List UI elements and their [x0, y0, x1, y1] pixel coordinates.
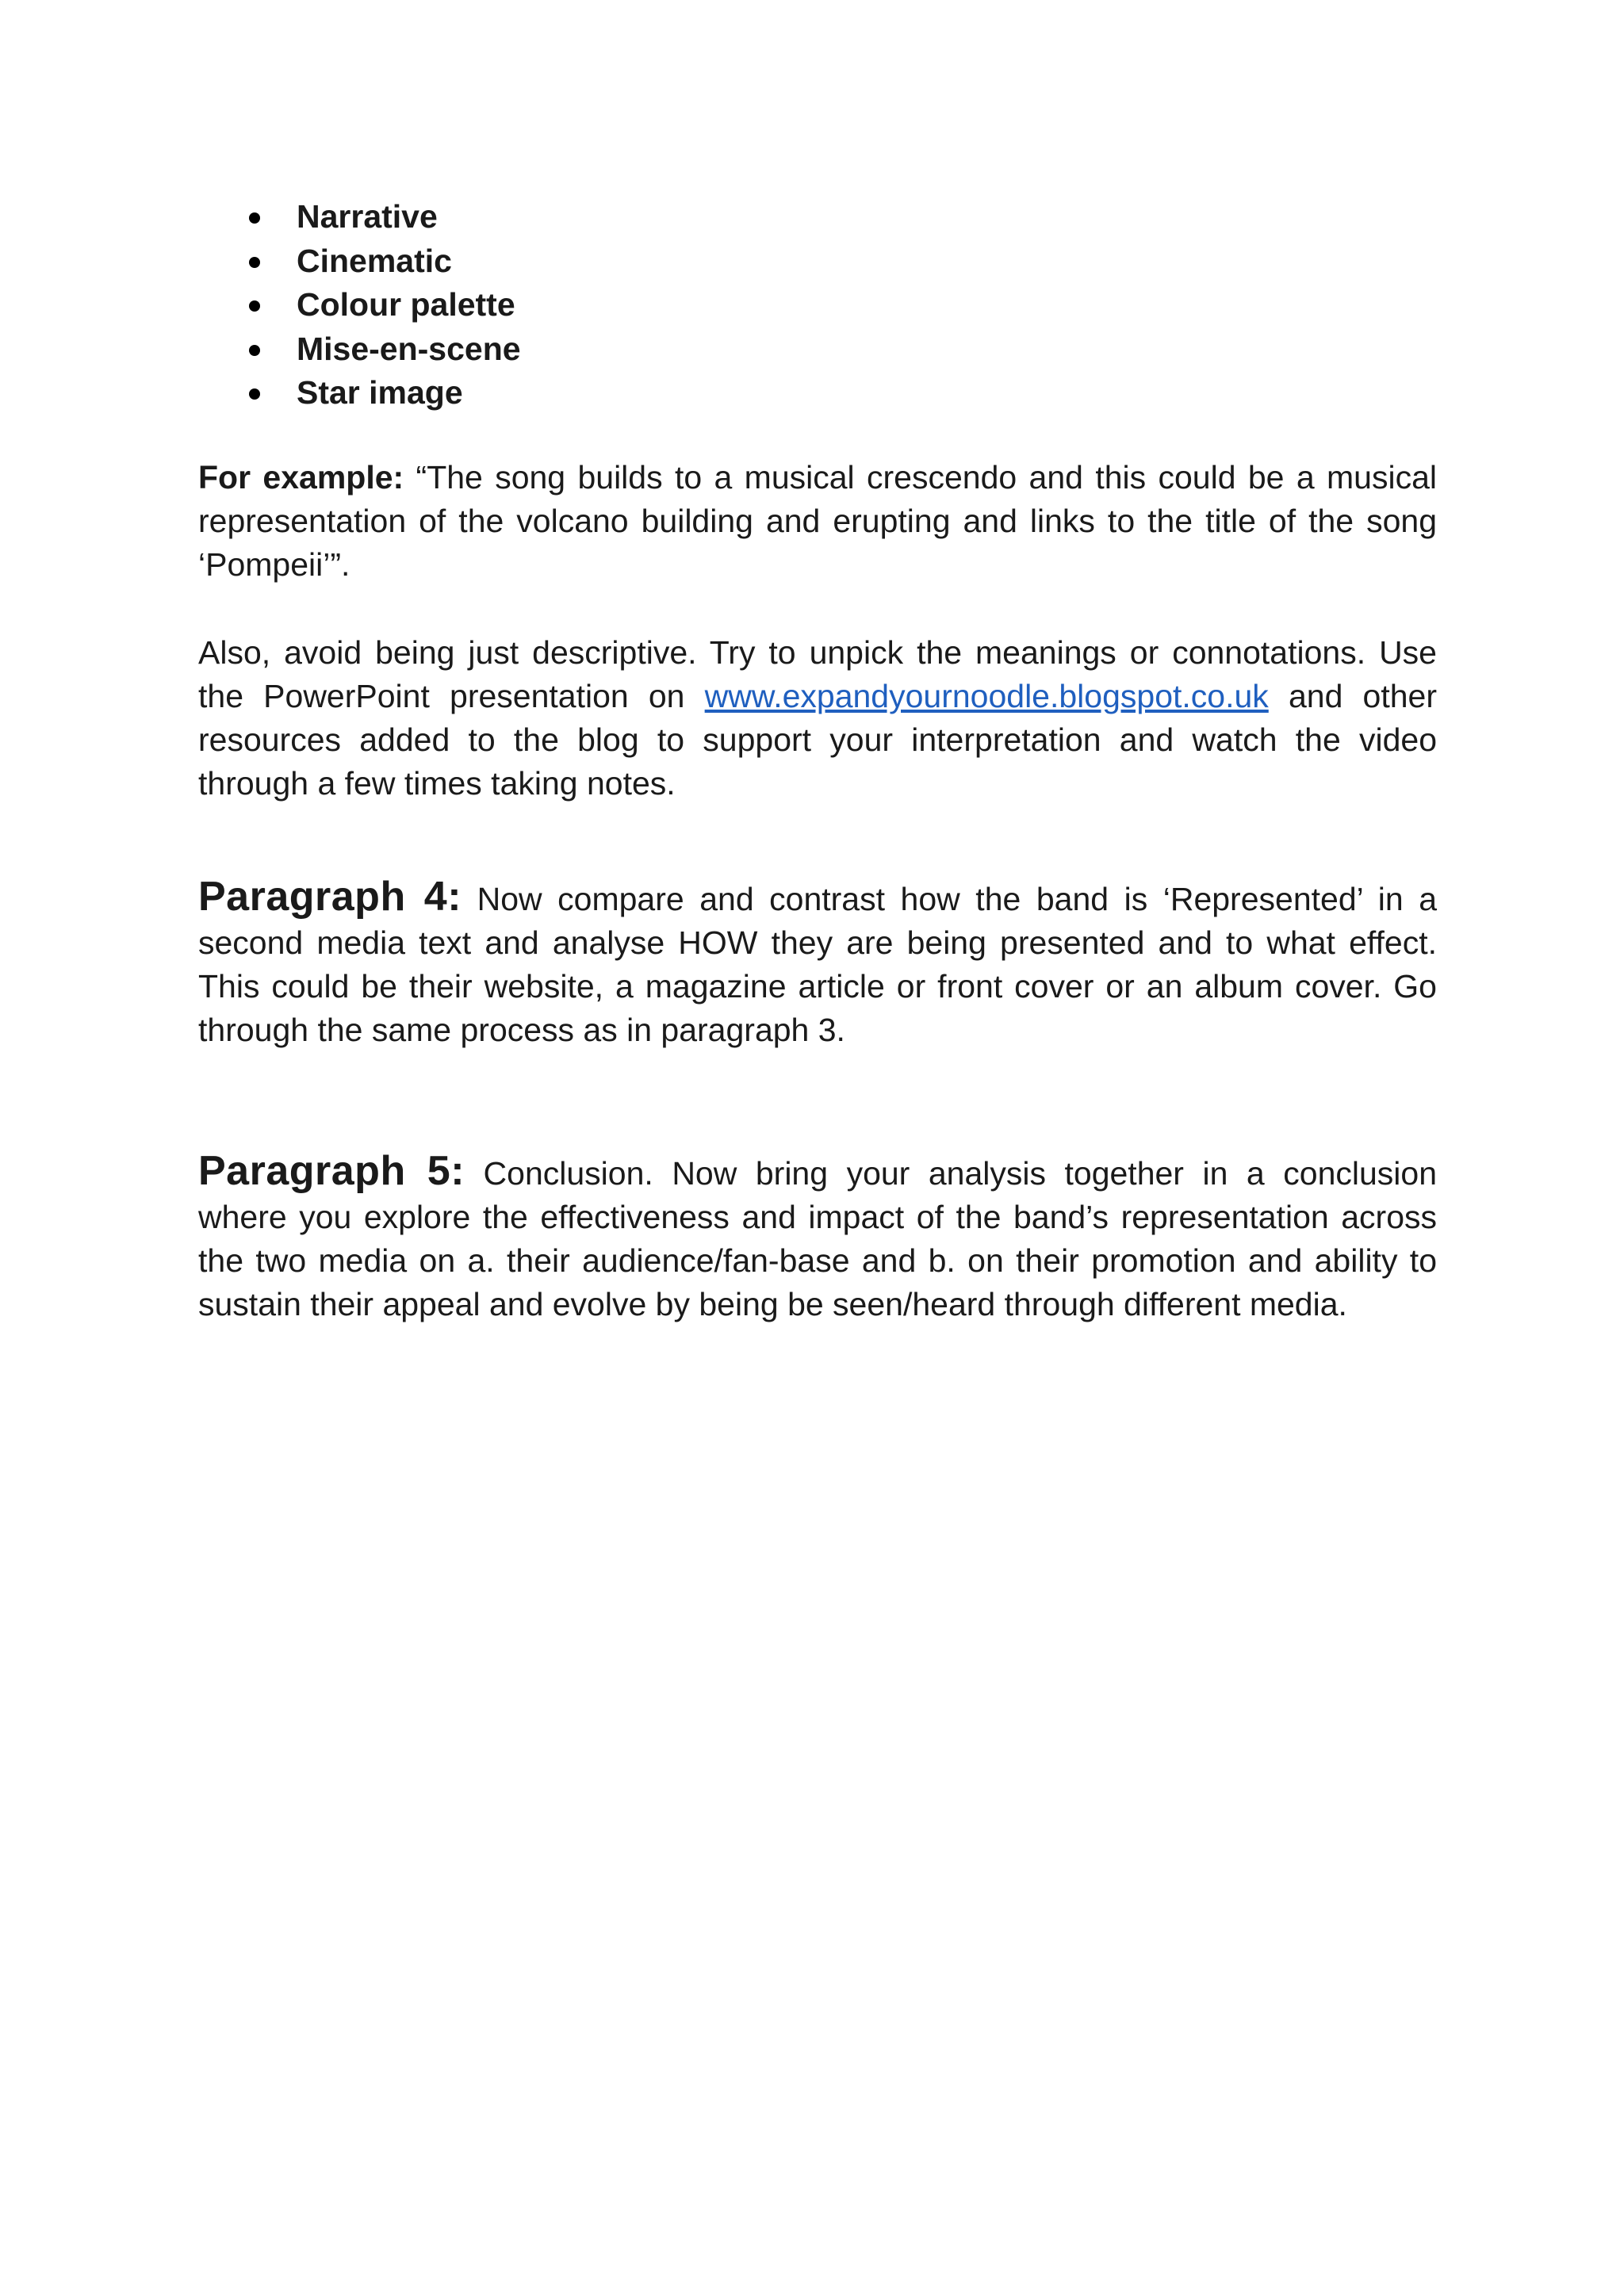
guidance-paragraph: [198, 631, 1437, 806]
list-item: [198, 239, 521, 284]
paragraph-5-text: Conclusion. Now bring your analysis together in a conclusion where you explore the effectiveness and impact of the band’s representation across the two media on a. their audience/fan-base and b. on their promotion and ability to sustain their appeal and evolve by being be seen/heard through different media.: [198, 1155, 1437, 1322]
bullet-icon: [249, 257, 260, 268]
bullet-icon: [249, 300, 260, 312]
bullet-text: Star image: [297, 374, 463, 411]
paragraph-4-text: Now compare and contrast how the band is ‘Represented’ in a second media text and analyse HOW they are being presented and to what effect. This could be their website, a magazine article or front cover or an album cover. Go through the same process as in paragraph 3.: [198, 881, 1438, 1048]
bullet-text: Mise-en-scene: [297, 330, 521, 367]
example-paragraph: [198, 456, 1437, 587]
bullet-icon: [249, 388, 260, 400]
list-item: [198, 327, 521, 372]
list-item: [198, 195, 521, 239]
bullet-text: Narrative: [297, 198, 438, 235]
paragraph-4: [198, 875, 1437, 1052]
guidance-text-after: and other resources added to the blog to support your interpretation and watch the video through a few times taking notes.: [198, 678, 1437, 802]
list-item: [198, 371, 521, 415]
paragraph-5-heading: Paragraph 5:: [198, 1148, 465, 1194]
bullet-icon: [249, 212, 260, 224]
bullet-list: [198, 195, 521, 415]
blog-link[interactable]: www.expandyournoodle.blogspot.co.uk: [704, 678, 1269, 714]
guidance-text-before: Also, avoid being just descriptive. Try to unpick the meanings or connotations. Use the PowerPoint presentation on: [198, 634, 1437, 714]
bullet-text: Colour palette: [297, 286, 515, 323]
paragraph-4-heading: Paragraph 4:: [198, 874, 462, 920]
paragraph-5: [198, 1150, 1437, 1326]
example-text: “The song builds to a musical crescendo and this could be a musical representation of the volcano building and erupting and links to the title of the song ‘Pompeii’”.: [198, 459, 1437, 583]
bullet-text: Cinematic: [297, 242, 452, 279]
bullet-icon: [249, 345, 260, 356]
example-label: For example:: [198, 459, 404, 496]
list-item: [198, 283, 521, 327]
